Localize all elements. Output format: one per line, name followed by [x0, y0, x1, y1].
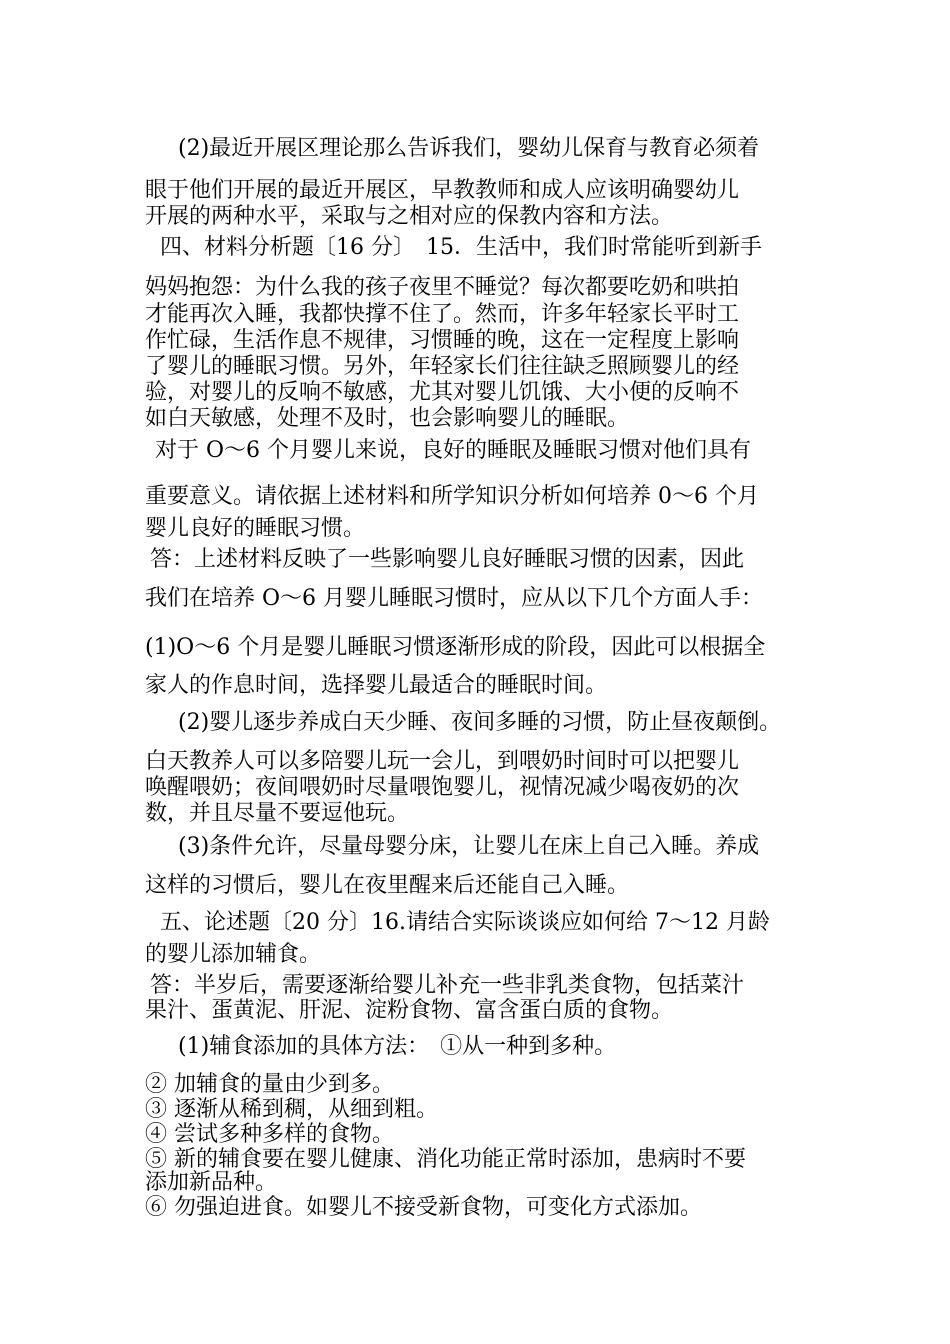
text-line: 才能再次入睡，我都快撑不住了。然而，许多年轻家长平时工: [145, 302, 740, 327]
list-item: (1)O～6 个月是婴儿睡眠习惯逐渐形成的阶段，因此可以根据全: [145, 635, 766, 660]
list-item: (1)辅食添加的具体方法： ①从一种到多种。: [178, 1034, 617, 1059]
text-line: (2)最近开展区理论那么告诉我们，婴幼儿保育与教育必须着: [178, 136, 760, 161]
text-line: 家人的作息时间，选择婴儿最适合的睡眠时间。: [145, 673, 608, 698]
text-line: 眼于他们开展的最近开展区，早教教师和成人应该明确婴幼儿: [145, 178, 740, 203]
text-line: 婴儿良好的睡眠习惯。: [145, 516, 366, 541]
list-item: ③ 逐渐从稀到稠，从细到粗。: [145, 1097, 438, 1122]
text-line: 这样的习惯后，婴儿在夜里醒来后还能自己入睡。: [145, 873, 630, 898]
text-line: 如白天敏感，处理不及时，也会影响婴儿的睡眠。: [145, 406, 630, 431]
text-line: 开展的两种水平，采取与之相对应的保教内容和方法。: [145, 204, 674, 229]
text-line: 唤醒喂奶；夜间喂奶时尽量喂饱婴儿，视情况减少喝夜奶的次: [145, 775, 740, 800]
list-item: ④ 尝试多种多样的食物。: [145, 1122, 394, 1147]
text-line: 验，对婴儿的反响不敏感，尤其对婴儿饥饿、大小便的反响不: [145, 380, 740, 405]
list-item: ⑥ 勿强迫进食。如婴儿不接受新食物，可变化方式添加。: [145, 1195, 702, 1220]
answer-line: 答：上述材料反映了一些影响婴儿良好睡眠习惯的因素，因此: [150, 547, 745, 572]
text-line: 作忙碌，生活作息不规律，习惯睡的晚，这在一定程度上影响: [145, 328, 740, 353]
text-line: 添加新品种。: [145, 1170, 278, 1195]
text-line: 白天教养人可以多陪婴儿玩一会儿，到喂奶时间时可以把婴儿: [145, 749, 740, 774]
list-item: (3)条件允许，尽量母婴分床，让婴儿在床上自己入睡。养成: [178, 834, 760, 859]
list-item: ② 加辅食的量由少到多。: [145, 1072, 394, 1097]
section-heading: 五、论述题〔20 分〕16.请结合实际谈谈应如何给 7～12 月龄: [160, 910, 770, 935]
text-line: 妈妈抱怨：为什么我的孩子夜里不睡觉？每次都要吃奶和哄拍: [145, 275, 740, 300]
text-line: 的婴儿添加辅食。: [145, 942, 322, 967]
text-line: 数，并且尽量不要逗他玩。: [145, 801, 410, 826]
text-line: 果汁、蛋黄泥、肝泥、淀粉食物、富含蛋白质的食物。: [145, 998, 674, 1023]
text-line: 对于 O～6 个月婴儿来说，良好的睡眠及睡眠习惯对他们具有: [155, 438, 752, 463]
text-line: 了婴儿的睡眠习惯。另外，年轻家长们往往缺乏照顾婴儿的经: [145, 354, 740, 379]
list-item: (2)婴儿逐步养成白天少睡、夜间多睡的习惯，防止昼夜颠倒。: [178, 710, 782, 735]
list-item: ⑤ 新的辅食要在婴儿健康、消化功能正常时添加，患病时不要: [145, 1147, 746, 1172]
text-line: 重要意义。请依据上述材料和所学知识分析如何培养 0～6 个月: [145, 484, 759, 509]
section-heading: 四、材料分析题〔16 分〕 15．生活中，我们时常能听到新手: [160, 235, 762, 260]
answer-line: 答：半岁后，需要逐渐给婴儿补充一些非乳类食物，包括菜汁: [150, 973, 745, 998]
text-line: 我们在培养 O～6 月婴儿睡眠习惯时，应从以下几个方面人手：: [145, 586, 764, 611]
